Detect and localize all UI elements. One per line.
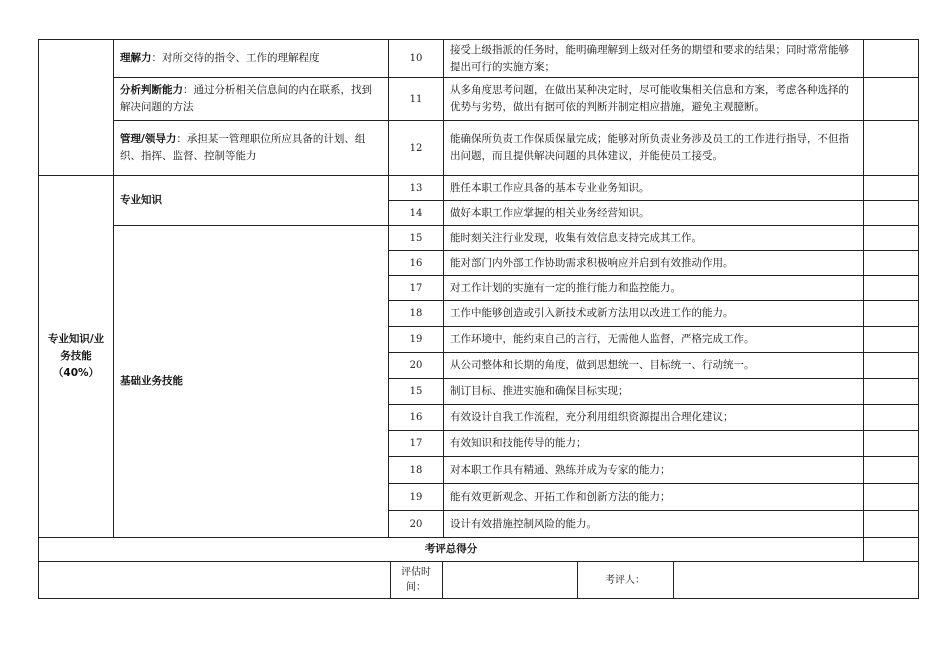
- total-score-label: 考评总得分: [39, 538, 864, 562]
- table-row: [39, 78, 919, 121]
- item-number: 12: [389, 121, 444, 176]
- item-description: 工作中能够创造或引入新技术或新方法用以改进工作的能力。: [444, 301, 864, 327]
- skill-cell: [114, 121, 389, 176]
- score-cell[interactable]: [864, 511, 919, 538]
- evaluator-field[interactable]: [673, 562, 919, 598]
- item-number: 11: [389, 78, 444, 121]
- item-description: 对工作计划的实施有一定的推行能力和监控能力。: [444, 276, 864, 301]
- score-cell[interactable]: [864, 327, 919, 353]
- table-row: [39, 226, 919, 251]
- footer-blank: [39, 562, 390, 598]
- score-cell[interactable]: [864, 251, 919, 276]
- skill-cell: [114, 40, 389, 78]
- item-number: 18: [389, 301, 444, 327]
- item-description: 工作环境中，能约束自己的言行，无需他人监督，严格完成工作。: [444, 327, 864, 353]
- score-cell[interactable]: [864, 484, 919, 511]
- skill-name: 理解力: [120, 52, 152, 64]
- score-cell[interactable]: [864, 457, 919, 484]
- item-number: 20: [389, 511, 444, 538]
- item-description: 从多角度思考问题，在做出某种决定时，尽可能收集相关信息和方案，考虑各种选择的优势与劣势，做出有据可依的判断并制定相应措施，避免主观臆断。: [444, 78, 864, 121]
- item-number: 15: [389, 226, 444, 251]
- footer-cell: [39, 562, 919, 599]
- item-number: 20: [389, 353, 444, 379]
- item-description: 设计有效措施控制风险的能力。: [444, 511, 864, 538]
- score-cell[interactable]: [864, 301, 919, 327]
- category-label-line3: （40%）: [52, 367, 100, 379]
- evaluation-table: [38, 39, 919, 599]
- category-label-line2: 务技能: [60, 350, 92, 362]
- item-number: 16: [389, 251, 444, 276]
- table-row: [39, 176, 919, 201]
- basic-skills-label: 基础业务技能: [114, 226, 389, 538]
- table-row: [39, 121, 919, 176]
- eval-time-label-line1: 评估时: [401, 567, 431, 578]
- item-description: 能时刻关注行业发现，收集有效信息支持完成其工作。: [444, 226, 864, 251]
- skill-cell: [114, 78, 389, 121]
- item-description: 从公司整体和长期的角度，做到思想统一、目标统一、行动统一。: [444, 353, 864, 379]
- score-cell[interactable]: [864, 176, 919, 201]
- item-number: 16: [389, 405, 444, 431]
- footer-inner: [39, 562, 919, 598]
- skill-definition: ：对所交待的指令、工作的理解程度: [151, 52, 320, 64]
- item-description: 制订目标、推进实施和确保目标实现；: [444, 379, 864, 405]
- item-number: 18: [389, 457, 444, 484]
- item-description: 有效设计自我工作流程，充分利用组织资源提出合理化建议；: [444, 405, 864, 431]
- item-number: 17: [389, 276, 444, 301]
- item-description: 有效知识和技能传导的能力；: [444, 431, 864, 457]
- score-cell[interactable]: [864, 78, 919, 121]
- total-score-cell[interactable]: [864, 538, 919, 562]
- item-description: 能有效更新观念、开拓工作和创新方法的能力；: [444, 484, 864, 511]
- item-number: 19: [389, 327, 444, 353]
- item-description: 接受上级指派的任务时，能明确理解到上级对任务的期望和要求的结果；同时常常能够提出可行的实施方案；: [444, 40, 864, 78]
- total-row: [39, 538, 919, 562]
- score-cell[interactable]: [864, 121, 919, 176]
- category-cell-professional: [39, 176, 114, 538]
- eval-time-field[interactable]: [442, 562, 577, 598]
- score-cell[interactable]: [864, 226, 919, 251]
- skill-definition: ：承担某一管理职位所应具备的计划、组织、指挥、监督、控制等能力: [120, 133, 366, 162]
- footer-row: [39, 562, 919, 599]
- item-number: 14: [389, 201, 444, 226]
- eval-time-label: [390, 562, 442, 598]
- category-label-line1: 专业知识/业: [47, 333, 105, 345]
- category-cell-top: [39, 40, 114, 176]
- item-number: 10: [389, 40, 444, 78]
- score-cell[interactable]: [864, 201, 919, 226]
- table-row: [39, 40, 919, 78]
- score-cell[interactable]: [864, 431, 919, 457]
- item-description: 对本职工作具有精通、熟练并成为专家的能力；: [444, 457, 864, 484]
- item-description: 能对部门内外部工作协助需求积极响应并启到有效推动作用。: [444, 251, 864, 276]
- item-description: 能确保所负责工作保质保量完成；能够对所负责业务涉及员工的工作进行指导，不但指出问题，而且提供解决问题的具体建议，并能使员工接受。: [444, 121, 864, 176]
- score-cell[interactable]: [864, 276, 919, 301]
- item-number: 15: [389, 379, 444, 405]
- item-number: 17: [389, 431, 444, 457]
- item-number: 19: [389, 484, 444, 511]
- skill-definition: ：通过分析相关信息间的内在联系，找到解决问题的方法: [120, 84, 372, 113]
- item-description: 做好本职工作应掌握的相关业务经营知识。: [444, 201, 864, 226]
- knowledge-label: 专业知识: [114, 176, 389, 226]
- score-cell[interactable]: [864, 40, 919, 78]
- eval-time-label-line2: 间：: [406, 582, 426, 593]
- skill-name: 分析判断能力: [120, 84, 183, 96]
- score-cell[interactable]: [864, 405, 919, 431]
- item-description: 胜任本职工作应具备的基本专业业务知识。: [444, 176, 864, 201]
- score-cell[interactable]: [864, 353, 919, 379]
- skill-name: 管理/领导力: [120, 133, 177, 145]
- score-cell[interactable]: [864, 379, 919, 405]
- item-number: 13: [389, 176, 444, 201]
- evaluator-label: 考评人：: [577, 562, 673, 598]
